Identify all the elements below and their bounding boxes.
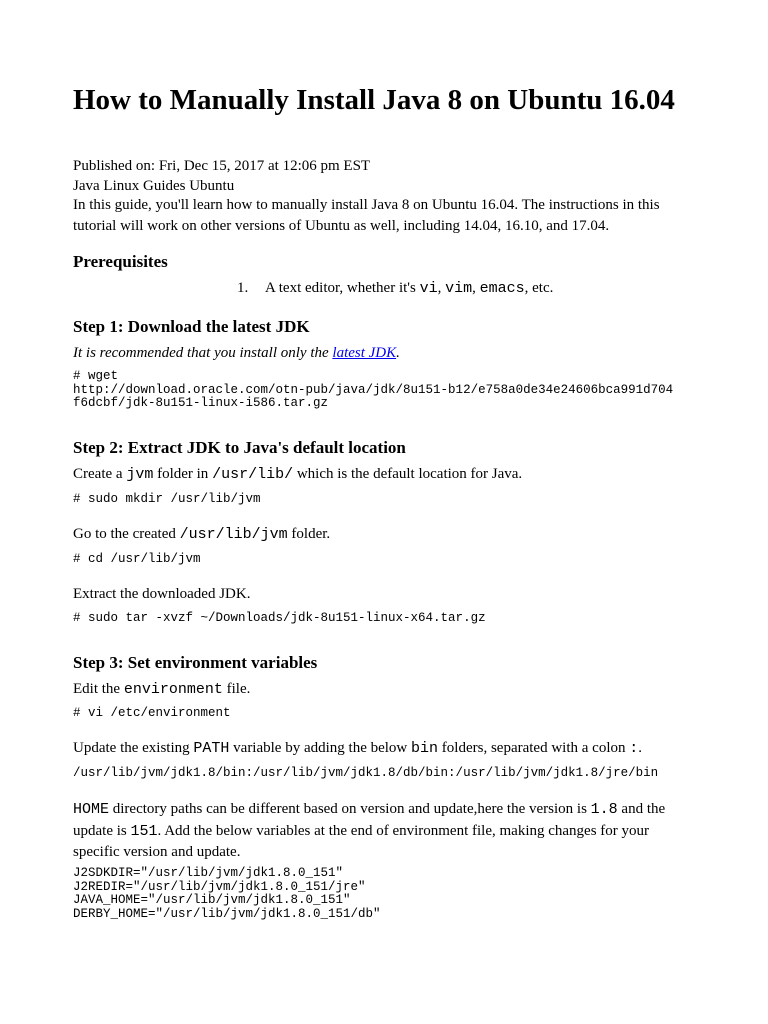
inline-code-emacs: emacs [479,280,525,297]
inline-code: jvm [126,466,154,483]
step1-code-block: # wget http://download.oracle.com/otn-pub/java/jdk/8u151-b12/e758a0de34e24606bca991d704 f6dcbf/jdk-8u151-linux-i586.tar.gz [73,369,674,410]
step3-code-block-2: /usr/lib/jvm/jdk1.8/bin:/usr/lib/jvm/jdk1.8/db/bin:/usr/lib/jvm/jdk1.8/jre/bin [73,766,659,780]
list-item-sep: , [437,280,446,296]
tags-line: Java Linux Guides Ubuntu [73,178,235,194]
inline-code: 151 [130,822,158,840]
inline-code: 1.8 [590,801,618,818]
step2-code-block-1: # sudo mkdir /usr/lib/jvm [73,492,261,506]
text: . [638,740,642,756]
step3-paragraph-2 [73,738,642,759]
list-item-sep: , [472,280,480,296]
text: variable by adding the below [229,740,412,756]
step1-note-text: It is recommended that you install only the [73,345,333,361]
step2-paragraph-2 [73,524,330,545]
list-item-text: , etc. [524,280,554,296]
prerequisites-heading: Prerequisites [73,252,168,271]
step3-paragraph-1 [73,679,250,700]
inline-code-vim: vim [445,280,473,297]
text: file. [222,681,251,697]
text: folders, separated with a colon [438,740,630,756]
text: Go to the created [73,526,180,542]
step3-paragraph-3 [73,799,693,863]
text: Edit the [73,681,124,697]
text: and the update is [73,801,666,839]
published-date: Published on: Fri, Dec 15, 2017 at 12:06 pm EST [73,158,371,174]
step1-heading: Step 1: Download the latest JDK [73,317,310,336]
page-title: How to Manually Install Java 8 on Ubuntu 16.04 [73,84,675,116]
inline-code: : [629,740,639,757]
text: folder in [153,466,213,482]
text: . Add the below variables at the end of environment file, making changes for your specific version and update. [73,822,650,860]
step2-code-block-2: # cd /usr/lib/jvm [73,552,201,566]
step3-code-block-3: J2SDKDIR="/usr/lib/jvm/jdk1.8.0_151" J2REDIR="/usr/lib/jvm/jdk1.8.0_151/jre" JAVA_HOME="/usr/lib/jvm/jdk1.8.0_151" DERBY_HOME="/usr/lib/jvm/jdk1.8.0_151/db" [73,866,381,921]
step3-heading: Step 3: Set environment variables [73,653,318,672]
text: directory paths can be different based on version and update,here the version is [109,801,591,817]
text: which is the default location for Java. [293,466,523,482]
step3-code-block-1: # vi /etc/environment [73,706,231,720]
list-item-text: A text editor, whether it's [265,280,420,296]
step1-note-text: . [396,345,400,361]
text: Create a [73,466,127,482]
step2-paragraph-1 [73,464,522,485]
intro-paragraph: In this guide, you'll learn how to manually install Java 8 on Ubuntu 16.04. The instructions in this tutorial will work on other versions of Ubuntu as well, including 14.04, 16.10, and 17.04. [73,197,660,234]
step1-note [73,343,400,363]
list-item [265,278,553,299]
text: folder. [287,526,331,542]
list-item-number: 1. [237,280,249,296]
inline-code: /usr/lib/jvm [179,526,288,543]
inline-code: bin [411,740,439,757]
inline-code-vi: vi [419,280,438,297]
step2-code-block-3: # sudo tar -xvzf ~/Downloads/jdk-8u151-linux-x64.tar.gz [73,611,486,625]
inline-code: PATH [193,740,230,757]
inline-code: /usr/lib/ [212,466,294,483]
step2-heading: Step 2: Extract JDK to Java's default location [73,438,406,457]
inline-code: environment [123,681,223,698]
inline-code: HOME [73,801,110,818]
text: Update the existing [73,740,194,756]
step2-paragraph-3: Extract the downloaded JDK. [73,586,251,602]
latest-jdk-link[interactable]: latest JDK [332,345,397,361]
